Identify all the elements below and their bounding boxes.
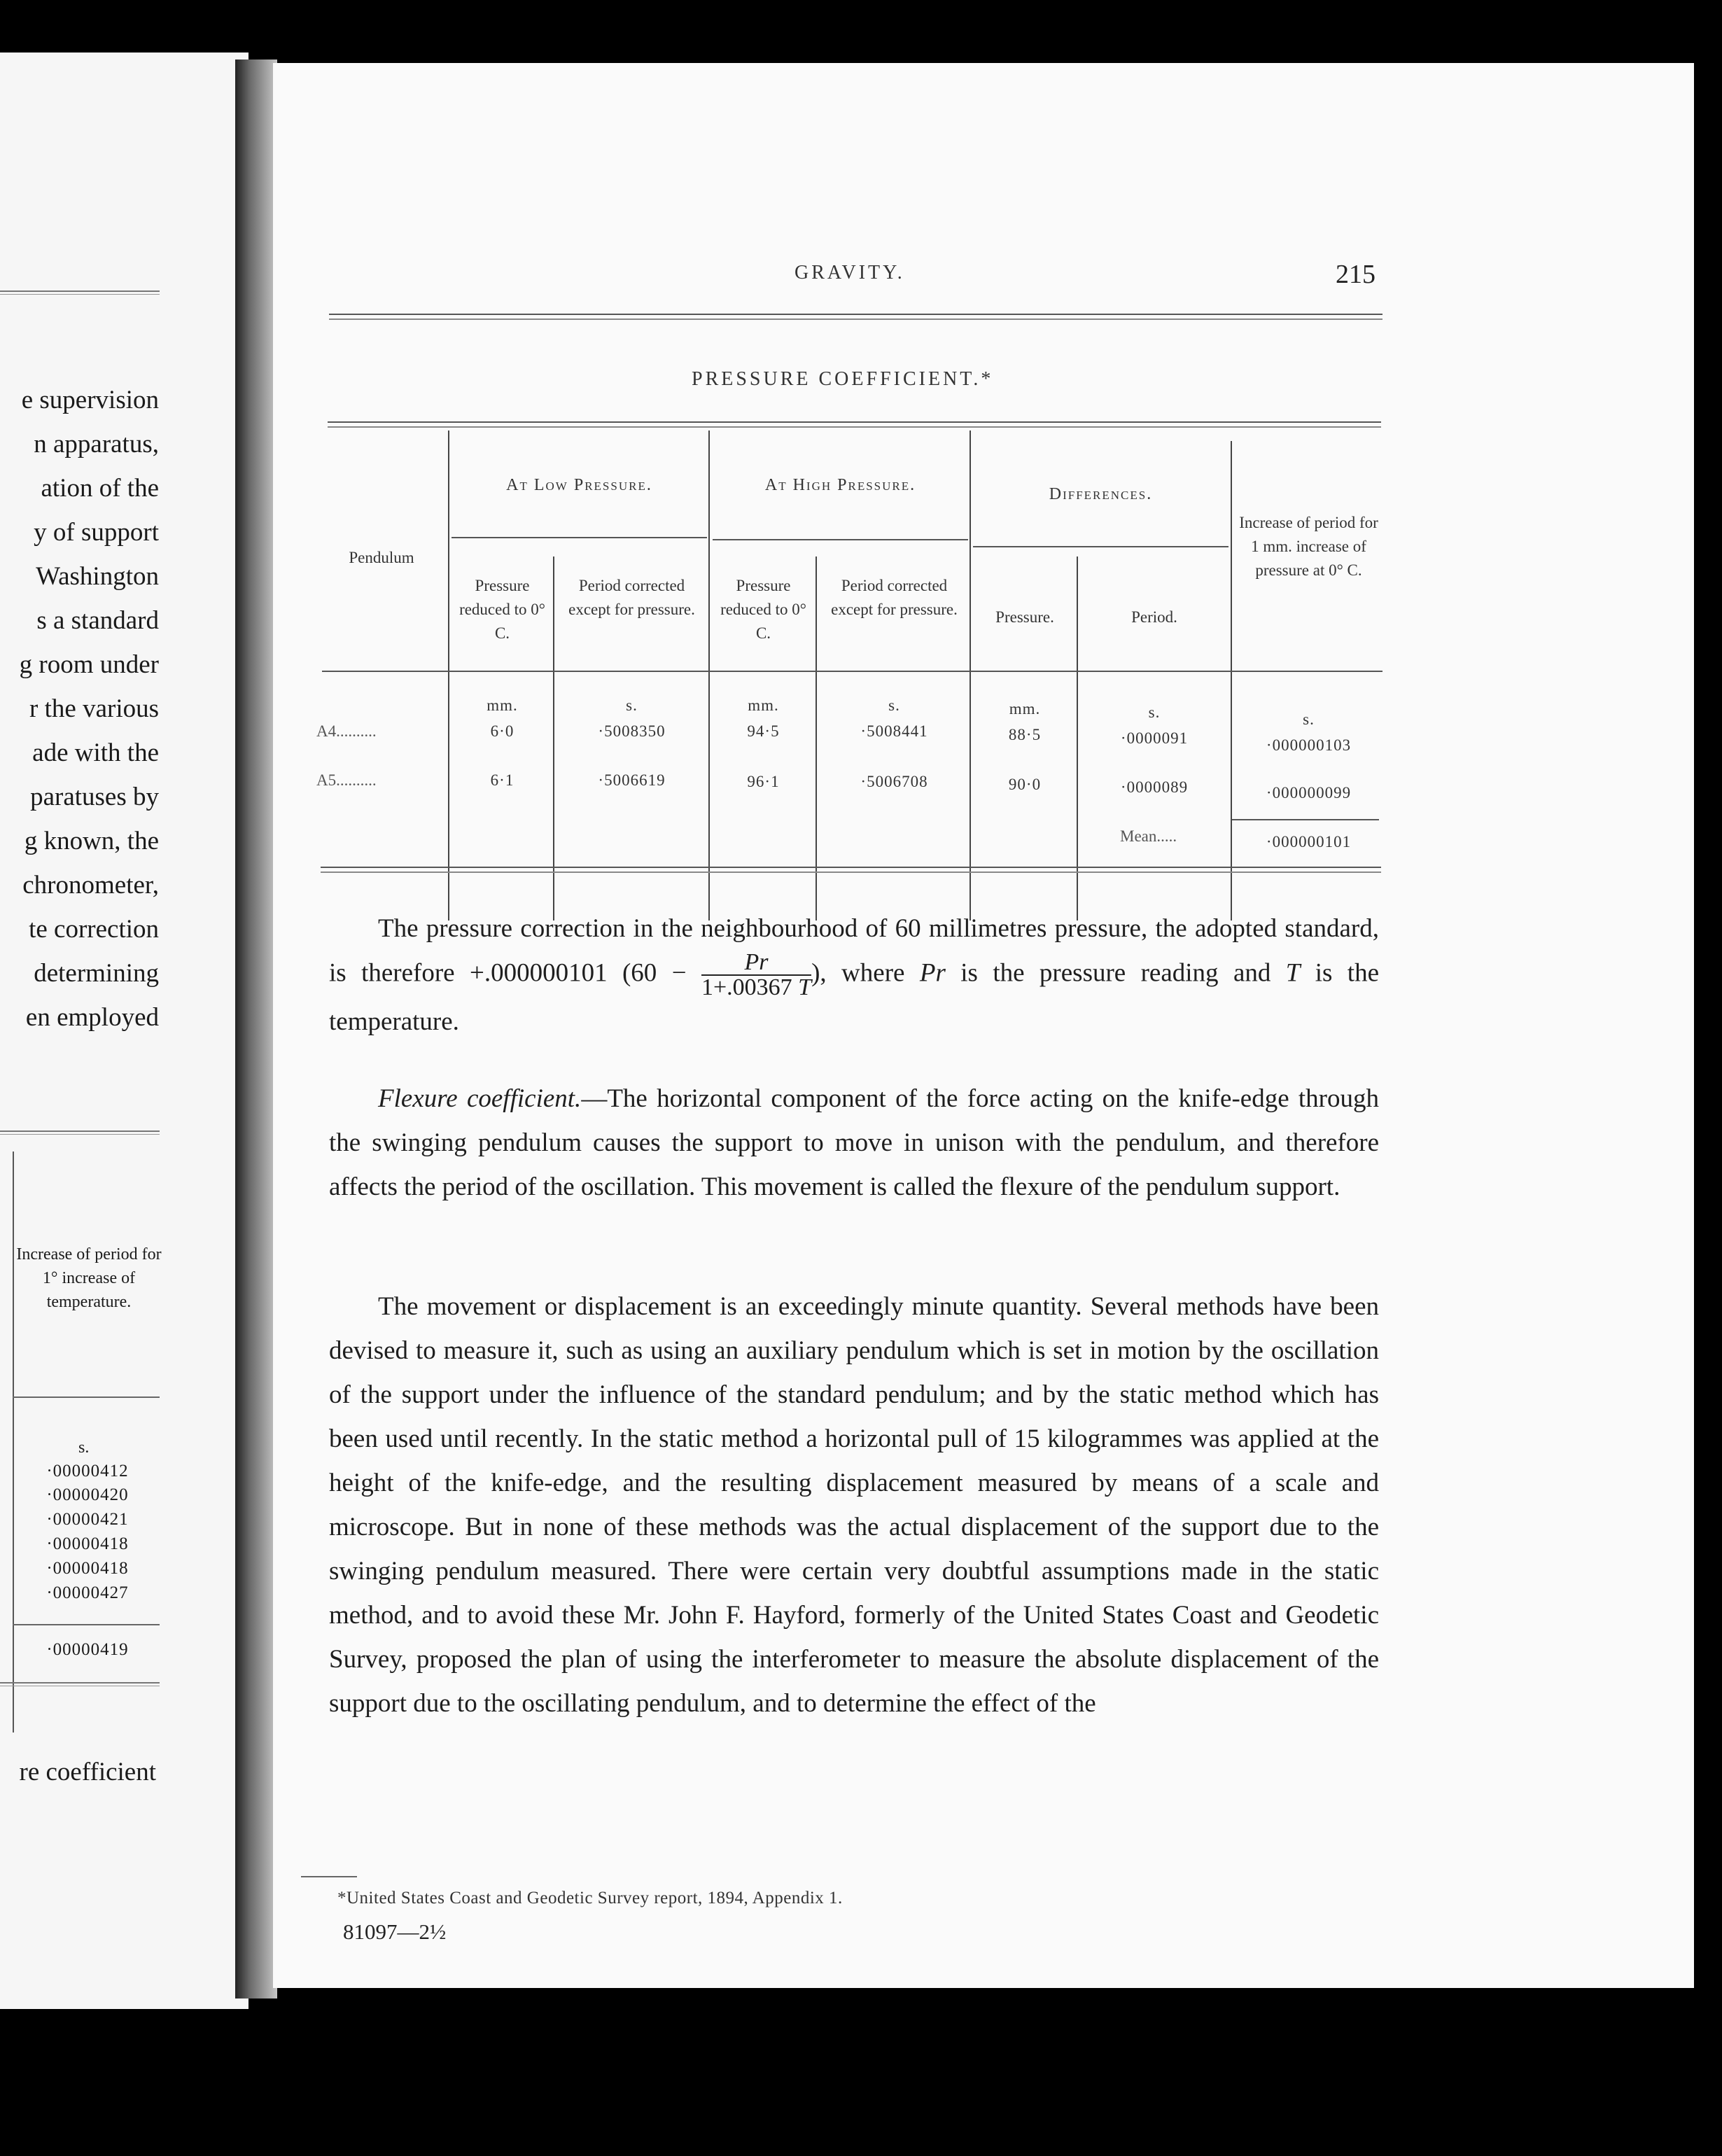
column-header-high-period: Period corrected except for pressure. bbox=[831, 577, 958, 618]
book-gutter-shadow bbox=[235, 59, 277, 1998]
paragraph-text: is the temperature. bbox=[329, 958, 1380, 1036]
fraction-numerator: Pr bbox=[744, 949, 769, 975]
table-cell: ·000000103 bbox=[1266, 736, 1352, 754]
table-cell: ·5008441 bbox=[860, 722, 928, 740]
left-table-divider bbox=[13, 1152, 14, 1732]
table-header-rule bbox=[322, 671, 1382, 672]
table-divider bbox=[1231, 441, 1232, 920]
left-text-line: te correction bbox=[29, 915, 159, 944]
table-group-rule bbox=[713, 539, 968, 540]
unit-label: mm. bbox=[1009, 700, 1041, 718]
table-cell: 88·5 bbox=[1008, 726, 1042, 743]
group-header-differences: Differences. bbox=[1049, 485, 1153, 503]
group-header-high-pressure: At High Pressure. bbox=[764, 476, 916, 494]
footnote: *United States Coast and Geodetic Survey report, 1894, Appendix 1. bbox=[337, 1889, 843, 1907]
unit-label: s. bbox=[1303, 710, 1315, 728]
paragraph-text: The pressure correction in the neighbourhood of 60 millimetres pressure, the adopted standard, is therefore +.000000101 (60 − bbox=[329, 914, 1379, 988]
left-table-rule bbox=[13, 1396, 160, 1398]
unit-label: mm. bbox=[748, 696, 779, 714]
left-text-line: n apparatus, bbox=[34, 430, 159, 458]
column-header-low-period: Period corrected except for pressure. bbox=[568, 577, 695, 618]
left-table-value: ·00000418 bbox=[46, 1559, 129, 1578]
pressure-fraction bbox=[701, 951, 811, 1000]
left-table-value: ·00000418 bbox=[46, 1534, 129, 1553]
left-table-rule bbox=[13, 1624, 160, 1625]
left-text-line: ade with the bbox=[32, 738, 159, 767]
left-text-line: re coefficient bbox=[19, 1758, 156, 1786]
paragraph-flexure-coefficient bbox=[329, 1077, 1379, 1209]
paragraph-pressure-correction bbox=[329, 906, 1379, 1044]
table-divider bbox=[448, 430, 449, 920]
table-cell: 96·1 bbox=[747, 773, 780, 790]
previous-page bbox=[0, 52, 248, 2009]
left-text-line: ation of the bbox=[41, 474, 159, 503]
header-rule bbox=[329, 314, 1382, 320]
page-215 bbox=[273, 63, 1694, 1988]
table-group-rule bbox=[973, 546, 1228, 547]
mean-value: ·000000101 bbox=[1266, 833, 1352, 850]
variable-t: T bbox=[1285, 958, 1301, 988]
column-header-increase: Increase of period for 1 mm. increase of pressure at 0° C. bbox=[1239, 514, 1378, 579]
left-table-header: Increase of period for 1° increase of temperature. bbox=[16, 1245, 162, 1311]
unit-label: s. bbox=[626, 696, 638, 714]
left-table-unit: s. bbox=[78, 1438, 90, 1457]
left-table-rule bbox=[0, 1130, 160, 1135]
table-title: PRESSURE COEFFICIENT.* bbox=[692, 368, 994, 390]
table-divider bbox=[708, 430, 710, 920]
unit-label: mm. bbox=[486, 696, 518, 714]
left-text-line: r the various bbox=[29, 694, 159, 723]
table-top-rule bbox=[328, 421, 1381, 428]
row-label-a5: A5.......... bbox=[316, 771, 377, 789]
paragraph-text: ), where bbox=[811, 958, 905, 988]
left-text-line: g known, the bbox=[24, 827, 159, 855]
denominator-variable: T bbox=[798, 974, 812, 1000]
page-number: 215 bbox=[1336, 260, 1376, 289]
left-text-line: en employed bbox=[25, 1003, 159, 1032]
table-cell: ·0000089 bbox=[1120, 778, 1189, 796]
variable-pr: Pr bbox=[919, 958, 946, 988]
unit-label: s. bbox=[888, 696, 900, 714]
paragraph-text: is the pressure reading and bbox=[945, 958, 1286, 988]
left-text-line: y of support bbox=[34, 518, 159, 547]
column-header-high-pressure: Pressure reduced to 0° C. bbox=[720, 577, 806, 642]
left-text-line: g room under bbox=[19, 650, 159, 679]
table-mean-rule bbox=[1232, 819, 1379, 820]
table-divider bbox=[969, 430, 971, 920]
mean-label: Mean..... bbox=[1120, 827, 1177, 845]
left-text-line: paratuses by bbox=[30, 783, 159, 811]
left-text-line: Washington bbox=[36, 562, 159, 591]
table-group-rule bbox=[451, 537, 707, 538]
running-title: GRAVITY. bbox=[794, 262, 905, 284]
table-cell: ·000000099 bbox=[1266, 784, 1352, 802]
column-header-diff-period: Period. bbox=[1131, 608, 1177, 626]
left-table-value: ·00000420 bbox=[46, 1485, 129, 1504]
group-header-low-pressure: At Low Pressure. bbox=[506, 476, 652, 494]
paragraph-displacement bbox=[329, 1284, 1379, 1726]
table-cell: ·5006708 bbox=[860, 773, 928, 790]
left-text-line: s a standard bbox=[36, 606, 159, 635]
unit-label: s. bbox=[1148, 704, 1161, 721]
left-table-value: ·00000412 bbox=[46, 1462, 129, 1480]
left-text-line: determining bbox=[34, 959, 159, 988]
left-table-mean: ·00000419 bbox=[46, 1640, 129, 1659]
table-cell: 6·0 bbox=[490, 722, 514, 740]
column-header-diff-pressure: Pressure. bbox=[995, 608, 1054, 626]
column-header-pendulum: Pendulum bbox=[349, 549, 414, 566]
table-divider bbox=[816, 556, 817, 920]
table-cell: 94·5 bbox=[747, 722, 780, 740]
printer-signature: 81097—2½ bbox=[343, 1919, 447, 1944]
left-text-line: chronometer, bbox=[22, 871, 159, 899]
left-text-line: e supervision bbox=[21, 386, 159, 414]
left-table-value: ·00000421 bbox=[46, 1510, 129, 1529]
paragraph-text: —The horizontal component of the force acting on the knife-edge through the swinging pendulum causes the support to move in unison with the pendulum, and therefore affects the period of the oscillation. This movement is called the flexure of the pendulum support. bbox=[329, 1084, 1380, 1201]
footnote-rule bbox=[301, 1876, 357, 1877]
column-header-low-pressure: Pressure reduced to 0° C. bbox=[459, 577, 545, 642]
table-divider bbox=[553, 556, 554, 920]
row-label-a4: A4.......... bbox=[316, 722, 377, 740]
left-page-rule bbox=[0, 290, 160, 295]
table-cell: 90·0 bbox=[1008, 776, 1042, 793]
table-cell: 6·1 bbox=[490, 771, 514, 789]
table-cell: ·0000091 bbox=[1120, 729, 1189, 747]
table-bottom-rule bbox=[321, 867, 1381, 873]
section-lead: Flexure coefficient. bbox=[378, 1084, 582, 1113]
table-cell: ·5008350 bbox=[598, 722, 666, 740]
left-table-bottom-rule bbox=[0, 1682, 160, 1686]
paragraph-text: The movement or displacement is an exceedingly minute quantity. Several methods have been devised to measure it, such as using an auxiliary pendulum which is set in motion by the oscillation of the support under the influence of the standard pendulum; and by the static method which has been used until recently. In the static method a horizontal pull of 15 kilogrammes was applied at the height of the knife-edge, and the resulting displacement measured by means of a scale and microscope. But in none of these methods was the actual displacement of the support due to the swinging pendulum measured. There were certain very doubtful assumptions made in the static method, and to avoid these Mr. John F. Hayford, formerly of the United States Coast and Geodetic Survey, proposed the plan of using the interferometer to measure the absolute displacement of the support due to the oscillating pendulum, and to determine the effect of the bbox=[329, 1292, 1379, 1718]
denominator-constant: 1+.00367 bbox=[701, 974, 799, 1000]
fraction-denominator bbox=[701, 974, 811, 1000]
left-table-value: ·00000427 bbox=[46, 1583, 129, 1602]
table-cell: ·5006619 bbox=[598, 771, 666, 789]
